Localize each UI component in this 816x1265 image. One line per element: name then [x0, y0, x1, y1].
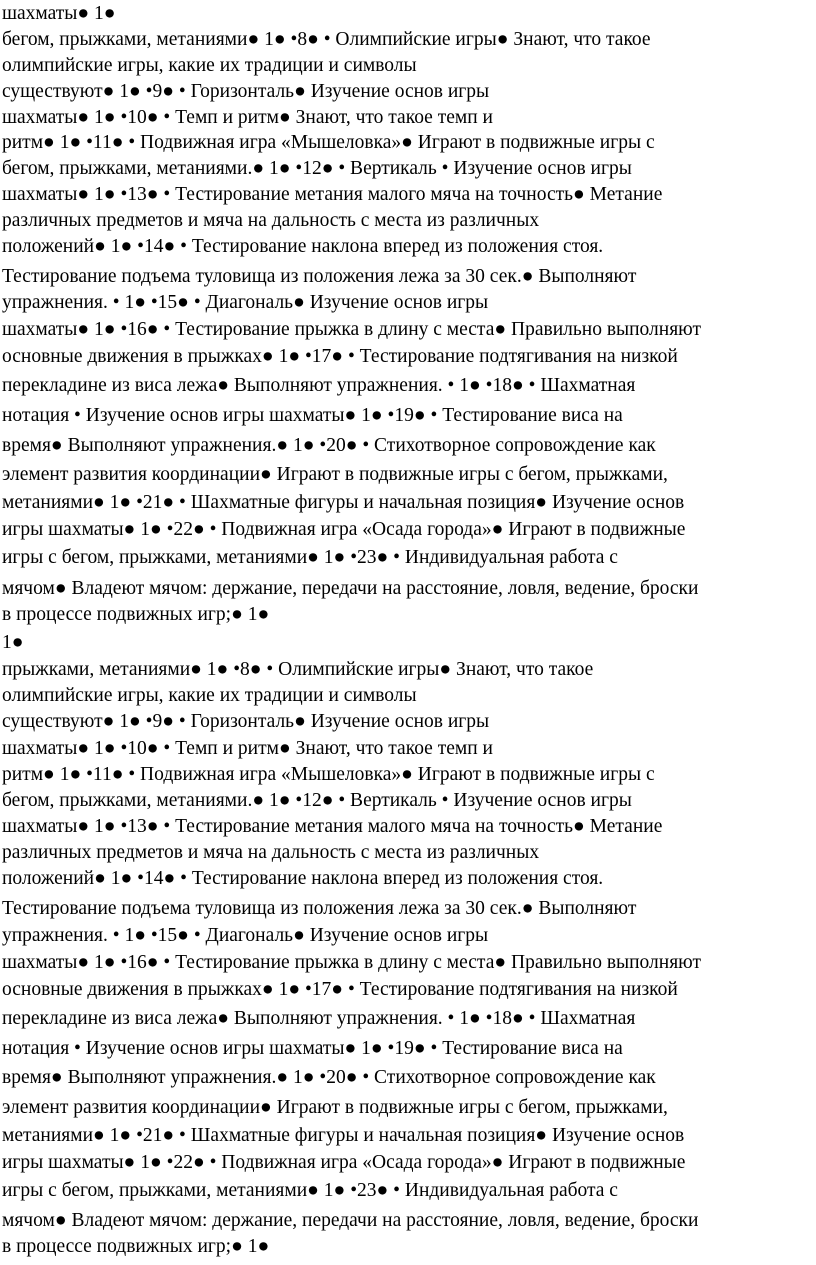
- text-line: положений● 1● •14● • Тестирование наклона вперед из положения стоя.: [2, 236, 604, 257]
- text-line: шахматы● 1● •16● • Тестирование прыжка в длину с места● Правильно выполняют: [2, 952, 702, 973]
- text-line: 1●: [2, 632, 24, 653]
- text-line: игры шахматы● 1● •22● • Подвижная игра «Осада города»● Играют в подвижные: [2, 1152, 686, 1173]
- text-line: игры с бегом, прыжками, метаниями● 1● •23● • Индивидуальная работа с: [2, 547, 618, 568]
- text-line: упражнения. • 1● •15● • Диагональ● Изучение основ игры: [2, 925, 489, 946]
- text-line: шахматы● 1● •16● • Тестирование прыжка в длину с места● Правильно выполняют: [2, 319, 702, 340]
- text-line: основные движения в прыжках● 1● •17● • Тестирование подтягивания на низкой: [2, 979, 678, 1000]
- text-line: упражнения. • 1● •15● • Диагональ● Изучение основ игры: [2, 292, 489, 313]
- text-line: перекладине из виса лежа● Выполняют упражнения. • 1● •18● • Шахматная: [2, 1008, 636, 1029]
- text-line: элемент развития координации● Играют в подвижные игры с бегом, прыжками,: [2, 1097, 668, 1118]
- text-line: шахматы● 1● •13● • Тестирование метания малого мяча на точность● Метание: [2, 184, 663, 205]
- text-line: олимпийские игры, какие их традиции и символы: [2, 685, 417, 706]
- text-line: время● Выполняют упражнения.● 1● •20● • Стихотворное сопровождение как: [2, 1067, 656, 1088]
- text-line: шахматы● 1● •10● • Темп и ритм● Знают, что такое темп и: [2, 107, 493, 128]
- text-line: ритм● 1● •11● • Подвижная игра «Мышеловка»● Играют в подвижные игры с: [2, 764, 655, 785]
- text-line: шахматы● 1● •13● • Тестирование метания малого мяча на точность● Метание: [2, 816, 663, 837]
- text-line: существуют● 1● •9● • Горизонталь● Изучение основ игры: [2, 711, 490, 732]
- text-line: метаниями● 1● •21● • Шахматные фигуры и начальная позиция● Изучение основ: [2, 492, 685, 513]
- text-line: положений● 1● •14● • Тестирование наклона вперед из положения стоя.: [2, 868, 604, 889]
- text-line: нотация • Изучение основ игры шахматы● 1● •19● • Тестирование виса на: [2, 405, 623, 426]
- text-line: существуют● 1● •9● • Горизонталь● Изучение основ игры: [2, 81, 490, 102]
- text-line: ритм● 1● •11● • Подвижная игра «Мышеловка»● Играют в подвижные игры с: [2, 132, 655, 153]
- text-line: Тестирование подъема туловища из положения лежа за 30 сек.● Выполняют: [2, 266, 637, 287]
- text-line: Тестирование подъема туловища из положения лежа за 30 сек.● Выполняют: [2, 898, 637, 919]
- text-line: шахматы● 1●: [2, 3, 116, 24]
- text-line: шахматы● 1● •10● • Темп и ритм● Знают, что такое темп и: [2, 738, 493, 759]
- text-line: нотация • Изучение основ игры шахматы● 1● •19● • Тестирование виса на: [2, 1038, 623, 1059]
- text-line: различных предметов и мяча на дальность с места из различных: [2, 210, 540, 231]
- text-line: метаниями● 1● •21● • Шахматные фигуры и начальная позиция● Изучение основ: [2, 1125, 685, 1146]
- text-line: бегом, прыжками, метаниями.● 1● •12● • Вертикаль • Изучение основ игры: [2, 790, 632, 811]
- text-line: перекладине из виса лежа● Выполняют упражнения. • 1● •18● • Шахматная: [2, 375, 636, 396]
- text-line: время● Выполняют упражнения.● 1● •20● • Стихотворное сопровождение как: [2, 435, 656, 456]
- text-line: бегом, прыжками, метаниями.● 1● •12● • Вертикаль • Изучение основ игры: [2, 158, 632, 179]
- text-line: элемент развития координации● Играют в подвижные игры с бегом, прыжками,: [2, 464, 668, 485]
- text-line: игры шахматы● 1● •22● • Подвижная игра «Осада города»● Играют в подвижные: [2, 519, 686, 540]
- text-line: прыжками, метаниями● 1● •8● • Олимпийские игры● Знают, что такое: [2, 659, 594, 680]
- text-line: мячом● Владеют мячом: держание, передачи на расстояние, ловля, ведение, броски: [2, 578, 699, 599]
- text-line: в процессе подвижных игр;● 1●: [2, 1236, 270, 1257]
- text-line: основные движения в прыжках● 1● •17● • Тестирование подтягивания на низкой: [2, 346, 678, 367]
- text-line: олимпийские игры, какие их традиции и символы: [2, 55, 417, 76]
- text-line: различных предметов и мяча на дальность с места из различных: [2, 842, 540, 863]
- text-line: мячом● Владеют мячом: держание, передачи на расстояние, ловля, ведение, броски: [2, 1210, 699, 1231]
- text-line: бегом, прыжками, метаниями● 1● •8● • Олимпийские игры● Знают, что такое: [2, 29, 651, 50]
- text-line: в процессе подвижных игр;● 1●: [2, 604, 270, 625]
- text-line: игры с бегом, прыжками, метаниями● 1● •23● • Индивидуальная работа с: [2, 1180, 618, 1201]
